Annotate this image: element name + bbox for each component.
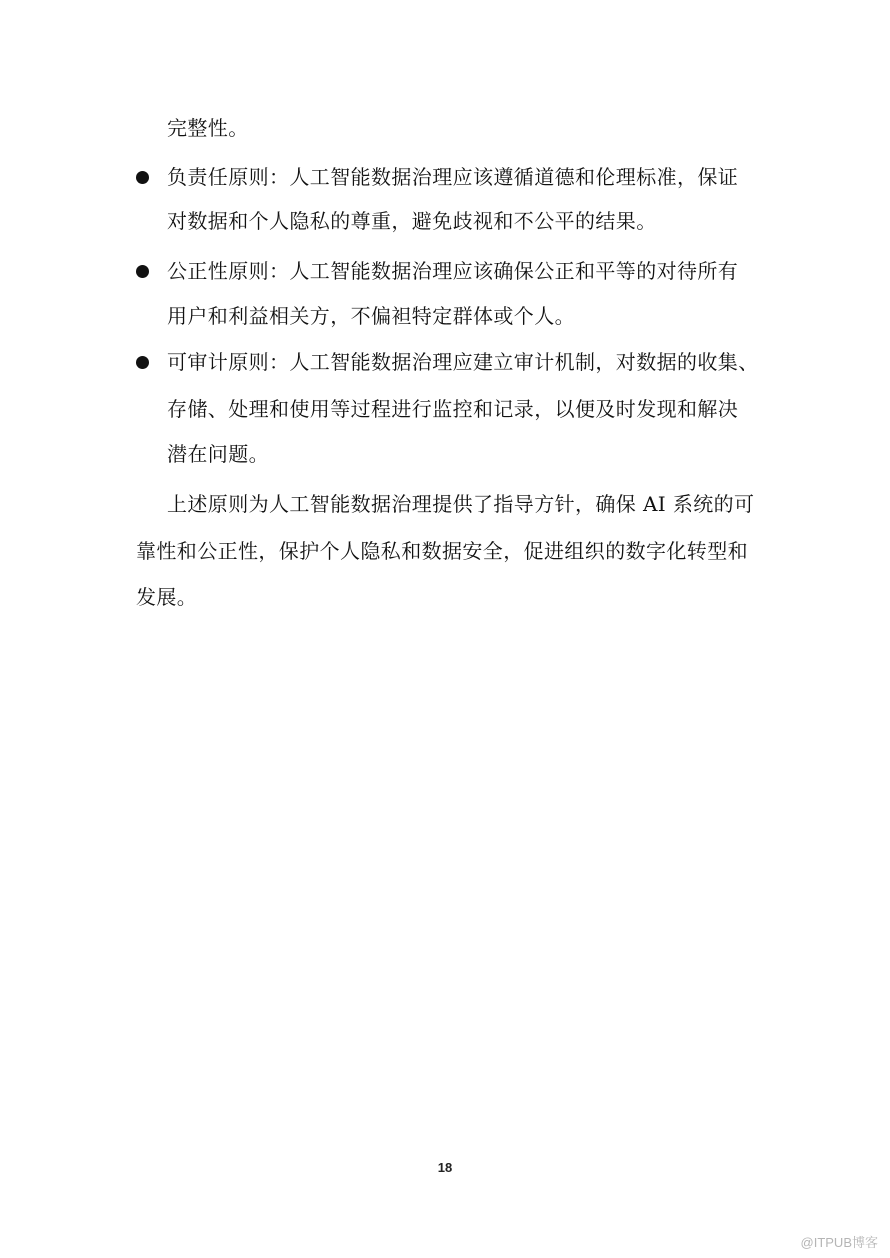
bullet-text-line: 存储、处理和使用等过程进行监控和记录，以便及时发现和解决 — [167, 397, 739, 421]
bullet-dot-icon — [136, 356, 149, 369]
watermark-text: @ITPUB博客 — [800, 1235, 878, 1250]
bullet-dot-icon — [136, 265, 149, 278]
summary-text-line: 靠性和公正性，保护个人隐私和数据安全，促进组织的数字化转型和 — [136, 539, 748, 563]
bullet-text-line: 公正性原则：人工智能数据治理应该确保公正和平等的对待所有 — [167, 259, 739, 283]
continuation-text: 完整性。 — [167, 116, 249, 140]
summary-text-line: 上述原则为人工智能数据治理提供了指导方针，确保 AI 系统的可 — [167, 492, 755, 516]
bullet-text-line: 用户和利益相关方，不偏袒特定群体或个人。 — [167, 304, 575, 328]
summary-text-line: 发展。 — [136, 585, 198, 609]
page-number: 18 — [437, 1160, 453, 1175]
bullet-text-line: 潜在问题。 — [167, 442, 269, 466]
bullet-dot-icon — [136, 171, 149, 184]
bullet-text-line: 可审计原则：人工智能数据治理应建立审计机制，对数据的收集、 — [167, 350, 759, 374]
bullet-text-line: 对数据和个人隐私的尊重，避免歧视和不公平的结果。 — [167, 209, 657, 233]
bullet-text-line: 负责任原则：人工智能数据治理应该遵循道德和伦理标准，保证 — [167, 165, 739, 189]
